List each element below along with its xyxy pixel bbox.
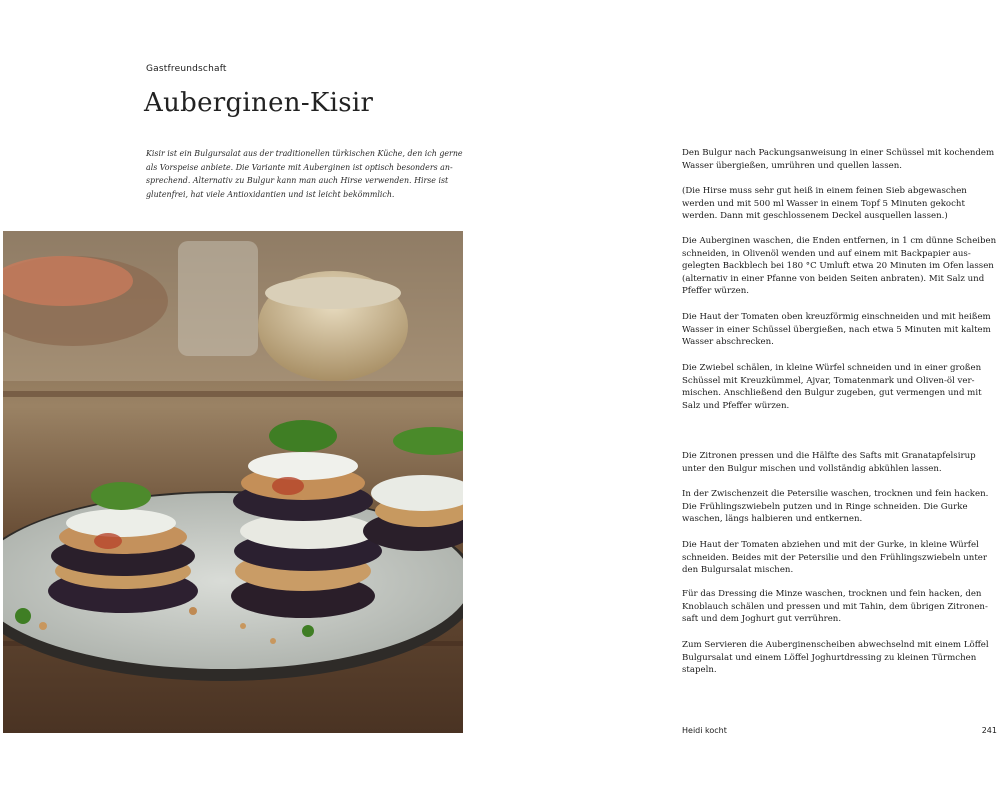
page-number: 241 — [981, 726, 997, 735]
instruction-step: Für das Dressing die Minze waschen, trocknen und fein hacken, den Knoblauch schälen und pressen und mit Tahin, dem übrigen Zitronensaft und dem Joghurt gut verrühren. — [682, 589, 988, 625]
instruction-step: Die Haut der Tomaten oben kreuzförmig einschneiden und mit heißem Wasser in einer Schüssel übergießen, nach etwa 5 Minuten mit kaltem Wasser abschrecken. — [682, 312, 991, 348]
instruction-step: Die Zitronen pressen und die Hälfte des Safts mit Granatapfelsirup unter den Bulgur mischen und vollständig abkühlen lassen. — [682, 451, 976, 474]
recipe-intro: Kisir ist ein Bulgursalat aus der traditionellen türkischen Küche, den ich gerne als Vorspeise anbiete. Die Variante mit Auberginen ist optisch besonders ansprechend. Alternativ zu Bulgur kann man auch Hirse verwenden. Hirse ist glutenfrei, hat viele Antioxidantien und ist leicht bekömmlich. — [146, 149, 463, 199]
instruction-step: Zum Servieren die Auberginenscheiben abwechselnd mit einem Löffel Bulgursalat und einem Löffel Joghurtdressing zu kleinen Türmchen stapeln. — [682, 640, 989, 676]
instruction-step: In der Zwischenzeit die Petersilie waschen, trocknen und fein hacken. Die Frühlingszwiebeln putzen und in Ringe schneiden. Die Gurke waschen, längs halbieren und entkernen. — [682, 489, 989, 525]
footer-book-title: Heidi kocht — [682, 726, 727, 735]
section-label: Gastfreundschaft — [146, 64, 227, 74]
instruction-step: Die Zwiebel schälen, in kleine Würfel schneiden und in einer großen Schüssel mit Kreuzkümmel, Ajvar, Tomatenmark und Oliven-öl vermischen. Anschließend den Bulgur zugeben, gut vermengen und mit Salz und Pfeffer würzen. — [682, 363, 982, 411]
instruction-step: Die Haut der Tomaten abziehen und mit der Gurke, in kleine Würfel schneiden. Beides mit der Petersilie und den Frühlingszwiebeln unter den Bulgursalat mischen. — [682, 540, 987, 576]
instruction-step: (Die Hirse muss sehr gut heiß in einem feinen Sieb abgewaschen werden und mit 500 ml Wasser in einem Topf 5 Minuten gekocht werden. Dann mit geschlossenem Deckel ausquellen lassen.) — [682, 186, 967, 222]
recipe-title: Auberginen-Kisir — [144, 88, 374, 118]
instruction-step: Die Auberginen waschen, die Enden entfernen, in 1 cm dünne Scheiben schneiden, in Olivenöl wenden und auf einem mit Backpapier ausgelegten Backblech bei 180 °C Umluft etwa 20 Minuten im Ofen lassen (alternativ in einer Pfanne von beiden Seiten anbraten). Mit Salz und Pfeffer würzen. — [682, 236, 997, 297]
dish-photo — [3, 231, 463, 733]
instruction-step: Den Bulgur nach Packungsanweisung in einer Schüssel mit kochendem Wasser übergießen, umrühren und quellen lassen. — [682, 148, 995, 171]
